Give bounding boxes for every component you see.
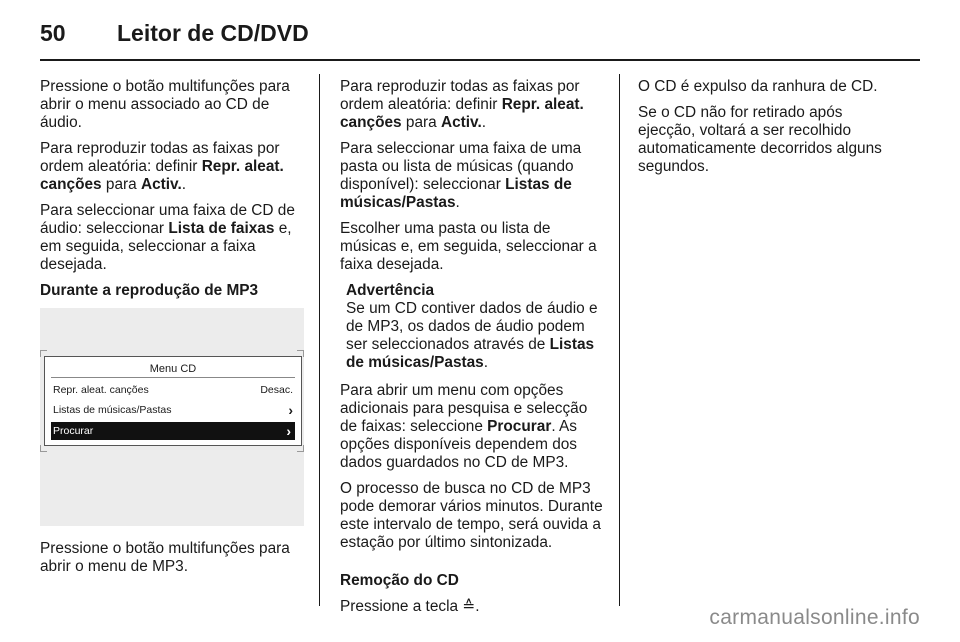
paragraph: Pressione o botão multifunções para abrir o menu de MP3. <box>40 540 290 575</box>
warning-heading: Advertência <box>346 282 435 299</box>
text: Para reproduzir todas as faixas por ordem aleatória: definir <box>340 78 580 113</box>
paragraph: Se o CD não for retirado após ejecção, voltará a ser recolhido automaticamente decorridos alguns segundos. <box>638 104 882 175</box>
paragraph <box>340 598 604 616</box>
text: . As opções disponíveis dependem dos dados guardados no CD de MP3. <box>340 418 578 471</box>
text: . <box>181 176 187 193</box>
section-heading-remove-cd: Remoção do CD <box>340 572 459 589</box>
page-header <box>40 20 920 50</box>
spacer <box>340 560 604 572</box>
chevron-right-icon: › <box>288 402 293 418</box>
paragraph: O CD é expulso da ranhura de CD. <box>638 78 878 95</box>
menu-item-label: Repr. aleat. canções <box>53 384 149 396</box>
chapter-title: Leitor de CD/DVD <box>117 20 309 46</box>
screen-title: Menu CD <box>149 363 197 375</box>
bold-term: Lista de faixas <box>168 220 275 237</box>
menu-item-label: Listas de músicas/Pastas <box>53 404 172 416</box>
menu-cd-screen-figure <box>40 308 304 526</box>
bold-term: Listas de músicas/Pastas <box>340 176 572 211</box>
screen-title-divider <box>51 377 295 378</box>
bold-term: Activ. <box>140 176 182 193</box>
paragraph <box>340 78 604 132</box>
bold-term: Repr. aleat. canções <box>340 96 584 131</box>
display-screen <box>44 356 302 446</box>
paragraph <box>340 382 604 472</box>
text: . <box>455 194 460 211</box>
watermark: carmanualsonline.info <box>709 606 920 629</box>
paragraph: Pressione o botão multifunções para abrir o menu associado ao CD de áudio. <box>40 78 290 131</box>
menu-item-value: Desac. <box>260 384 293 396</box>
text: . <box>475 598 480 615</box>
chevron-right-icon: › <box>286 423 291 439</box>
text: e, em seguida, seleccionar a faixa desejada. <box>40 220 292 273</box>
text: para <box>401 114 441 131</box>
column-2 <box>340 78 604 624</box>
bold-term: Repr. aleat. canções <box>40 158 284 193</box>
text: Para reproduzir todas as faixas por ordem aleatória: definir <box>40 140 280 175</box>
eject-icon: ≙ <box>462 598 476 615</box>
section-heading-mp3: Durante a reprodução de MP3 <box>40 282 259 299</box>
column-1 <box>40 78 304 584</box>
text: Para seleccionar uma faixa de uma pasta ou lista de músicas (quando disponível): seleccionar <box>340 140 582 193</box>
paragraph <box>40 202 304 274</box>
column-3 <box>638 78 902 184</box>
text: Para seleccionar uma faixa de CD de áudio: seleccionar <box>40 202 295 237</box>
bold-term: Procurar <box>487 418 552 435</box>
text: Para abrir um menu com opções adicionais para pesquisa e selecção de faixas: seleccione <box>340 382 588 435</box>
text: para <box>101 176 141 193</box>
frame-corner <box>297 445 304 452</box>
text: Pressione a tecla <box>340 598 463 615</box>
screen-menu-item-search-selected <box>51 422 295 440</box>
header-rule <box>40 59 920 61</box>
paragraph <box>340 140 604 212</box>
frame-corner <box>40 445 47 452</box>
warning-text <box>346 300 604 372</box>
column-divider-2 <box>619 74 620 606</box>
paragraph <box>40 140 304 194</box>
column-divider-1 <box>319 74 320 606</box>
text: Se um CD contiver dados de áudio e de MP3, os dados de áudio podem ser seleccionados através de <box>346 300 598 353</box>
text: . <box>481 114 487 131</box>
screen-menu-item-shuffle <box>53 381 293 399</box>
bold-term: Activ. <box>440 114 482 131</box>
warning-note <box>340 282 604 372</box>
text: . <box>483 354 489 371</box>
screen-menu-item-playlists <box>53 401 293 419</box>
page-number: 50 <box>40 20 66 46</box>
bold-term: Listas de músicas/Pastas <box>346 336 595 371</box>
paragraph: O processo de busca no CD de MP3 pode demorar vários minutos. Durante este intervalo de tempo, será ouvida a estação por último sintonizada. <box>340 480 603 551</box>
paragraph: Escolher uma pasta ou lista de músicas e, em seguida, seleccionar a faixa desejada. <box>340 220 597 273</box>
menu-item-label: Procurar <box>53 425 94 437</box>
